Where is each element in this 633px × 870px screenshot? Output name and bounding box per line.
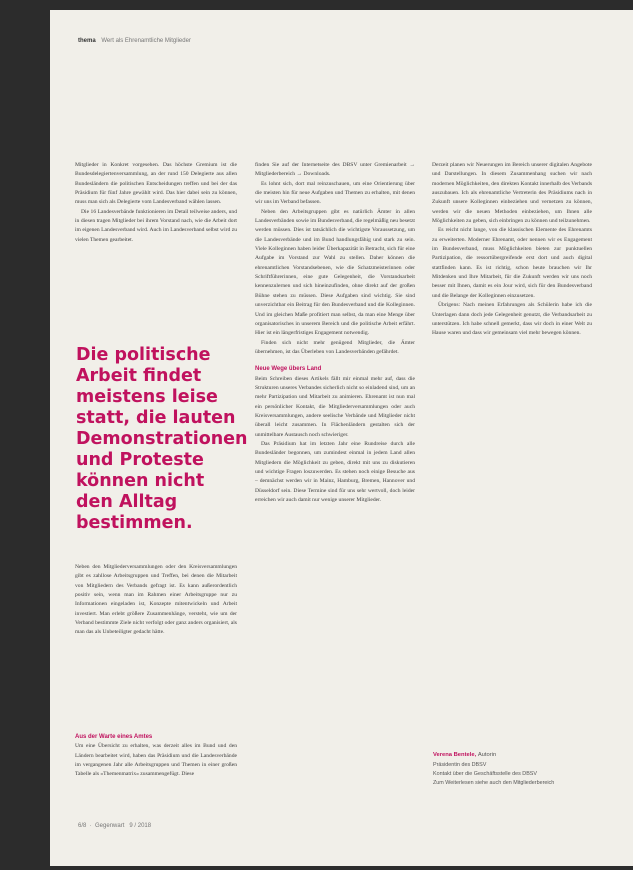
paragraph: Übrigens: Nach meinen Erfahrungen als Schülerin habe ich die Unterlagen dann doch jede Gelegenheit genutzt, die Verbandsarbeit zu unterstützen. Ich habe schnell gemerkt, dass wir doch in einer Welt zu Hause waren und dass wir gemeinsam viel mehr bewegen können. xyxy=(432,302,592,337)
column-1-bottom xyxy=(75,733,237,780)
paragraph: Es reicht nicht lange, von die klassischen Elemente des Ehrenamts zu erweiterten. Moderner Ehrenamt, oder nennen wir es Engagement im Bundesverband, muss Möglichkeiten bieten zur punktuellen Partizipation, die ressortübergreifende erst dort und auch digital stattfinden kann. Es ist richtig, schon heute brauchen wir Ihr Mitdenken und Ihre Mitarbeit, für die Zukunft werden wir uns noch besser mit Ihnen, damit es ein Jour wird, sich für den Bundesverband und die Belange der Kolleginnen einzusetzen. xyxy=(432,227,592,299)
page-footer: 6/8 · Gegenwart 9 / 2018 xyxy=(78,823,152,829)
column-2 xyxy=(255,161,415,505)
section-subhead: Aus der Warte eines Amtes xyxy=(75,734,153,740)
paragraph: Derzeit planen wir Neuerungen im Bereich unserer digitalen Angebote und Darstellungen. In diesem Zusammenhang suchen wir nach modernen Möglichkeiten, den direkten Kontakt innerhalb des Verbands auszubauen. Ich als ehrenamtliche Vertreterin des Präsidiums nach in Zukunft unsere Kolleginnen einbeziehen und vernetzen zu können, werden wir die neuen Methoden einbeziehen, um Ihnen alle Möglichkeiten zu geben, sich einbringen zu können und teilzunehmen. xyxy=(432,162,592,225)
page-header xyxy=(78,38,191,44)
author-position: Präsidentin des DBSV xyxy=(433,762,487,768)
pull-quote: Die politische Arbeit findet meistens leise statt, die lauten Demonstrationen und Proteste können nicht den Alltag bestimmen. xyxy=(76,345,248,533)
column-1-middle xyxy=(75,563,237,638)
author-name: Verena Bentele xyxy=(433,752,475,758)
author-note: Zum Weiterlesen siehe auch den Mitgliederbereich xyxy=(433,780,555,786)
section-label: thema xyxy=(78,38,96,44)
paragraph: Neben den Mitgliederversammlungen oder den Kreisversammlungen gibt es zahllose Arbeitsgruppen und Treffen, bei denen die Mitarbeit von Mitgliedern des Verbands gefragt ist. Es kann außerordentlich positiv sein, wenn man im Rahmen einer Arbeitsgruppe nur zu Informationen eingeladen ist, Konzepte mitentwickeln und Arbeit investiert. Man erlebt größere Zusammenhänge, versteht, wie um der Verband bestimmte Ziele nicht verfolgt oder ganz anders organisiert, als man das als Unbeteiligter gedacht hätte. xyxy=(75,564,237,636)
paragraph: Beim Schreiben dieses Artikels fällt mir einmal mehr auf, dass die Strukturen unseres Verbandes sicherlich nicht so einladend sind, um an mehr Partizipation und Mitarbeit zu animieren. Ehrenamt ist nun mal ein persönlicher Kontakt, die Mitgliederversammlungen oder auch Kreisversammlungen, andere seelische Verbände und Mitglieder nicht überall leicht zusammen. In Flächenländern gestalten sich der unmittelbare Austausch noch schwieriger. xyxy=(255,375,415,438)
author-contact: Kontakt über die Geschäftsstelle des DBSV xyxy=(433,771,537,777)
page-number: 6/8 xyxy=(78,823,87,829)
section-subhead: Neue Wege übers Land xyxy=(255,366,322,373)
author-role: Autorin xyxy=(477,752,497,758)
paragraph: Mitglieder in Konkret vorgesehen. Das höchste Gremium ist die Bundesdelegiertenversammlung, an der rund 150 Delegierte aus allen Bundesländern die politischen Entscheidungen treffen und bei der das Präsidium für fünf Jahre gewählt wird. Das hier dabei sein zu können, muss man sich als Delegierte vom Landesverband wählen lassen. xyxy=(75,162,237,206)
header-subtitle: Wert als Ehrenamtliche Mitglieder xyxy=(101,38,191,44)
paragraph: Um eine Übersicht zu erhalten, was derzeit alles im Bund und den Ländern bearbeitet wird, haben das Präsidium und die Landesverbände im vergangenen Jahr alle Arbeitsgruppen und Themen in einer großen Tabelle als »Themenmatrix« zusammengefügt. Diese xyxy=(75,743,237,778)
paragraph: Neben den Arbeitsgruppen gibt es natürlich Ämter in allen Landesverbänden sowie im Bundesverband, die regelmäßig neu besetzt werden müssen. Dies ist tatsächlich die wichtigste Voraussetzung, um die Landesverbände und im Bund handlungsfähig und stark zu sein. Viele Kolleginnen haben leider Überkapazität in Betracht, sich für eine Aufgabe im Vorstand zur Wahl zu stellen. Daher können die ehrenamtlichen Vorstandsebenen, wie die Schatzmeisterinnen oder Schriftführerinnen, eine gute Gelegenheit, die Vorstandsarbeit kennenzulernen und sich hineinzufinden, ohne direkt auf der großen Bühne stehen zu müssen. Diese Aufgaben sind wichtig. Sie sind unverzichtbar ein Beitrag für den Bundesverband und die Kolleginnen. Und im gleichen Maße profitiert man selbst, da man eine Menge über organisatorisches in unserem Bereich und die politische Arbeit erfährt. Hier ist ein längerfristiges Engagement notwendig. xyxy=(255,208,415,337)
paragraph: Es lohnt sich, dort mal reinzuschauen, um eine Orientierung über die meisten hin für neue Aufgaben und Themen zu erhalten, mit denen wir uns im Verband befassen. xyxy=(255,180,415,206)
column-1-top xyxy=(75,161,237,245)
issue-number: 9 / 2018 xyxy=(129,823,152,829)
paragraph: Die 16 Landesverbände funktionieren im Detail teilweise anders, und in diesen tragen Mitglieder bei ihrem Vorstand nach, wie die Arbeit dort im eigenen Landesverband wird. Auch im Landesverband selbst wird zu vielen Themen gearbeitet. xyxy=(75,208,237,243)
column-3 xyxy=(432,161,592,339)
paragraph: finden Sie auf der Internetseite des DBSV unter Gremienarbeit → Mitgliederbereich → Downloads. xyxy=(255,162,415,178)
paragraph: Das Präsidium hat im letzten Jahr eine Rundreise durch alle Bundesländer begonnen, um zumindest einmal in jedem Land allen Mitgliedern die Möglichkeit zu geben, direkt mit uns zu diskutieren und wichtige Fragen loszuwerden. Es stehen noch einige Besuche aus – demnächst werden wir in Mainz, Hamburg, Bremen, Hannover und Düsseldorf sein. Diese Termine sind für uns sehr wertvoll, doch leider erreichen wir auch damit nur wenige unserer Mitglieder. xyxy=(255,440,415,504)
author-credit: Verena Bentele, Autorin xyxy=(433,752,497,758)
magazine-page xyxy=(50,10,633,866)
paragraph: Finden sich nicht mehr genügend Mitglieder, die Ämter übernehmen, ist das Überleben von Landesverbänden gefährdet. xyxy=(255,339,415,355)
magazine-name: Gegenwart xyxy=(95,823,125,829)
